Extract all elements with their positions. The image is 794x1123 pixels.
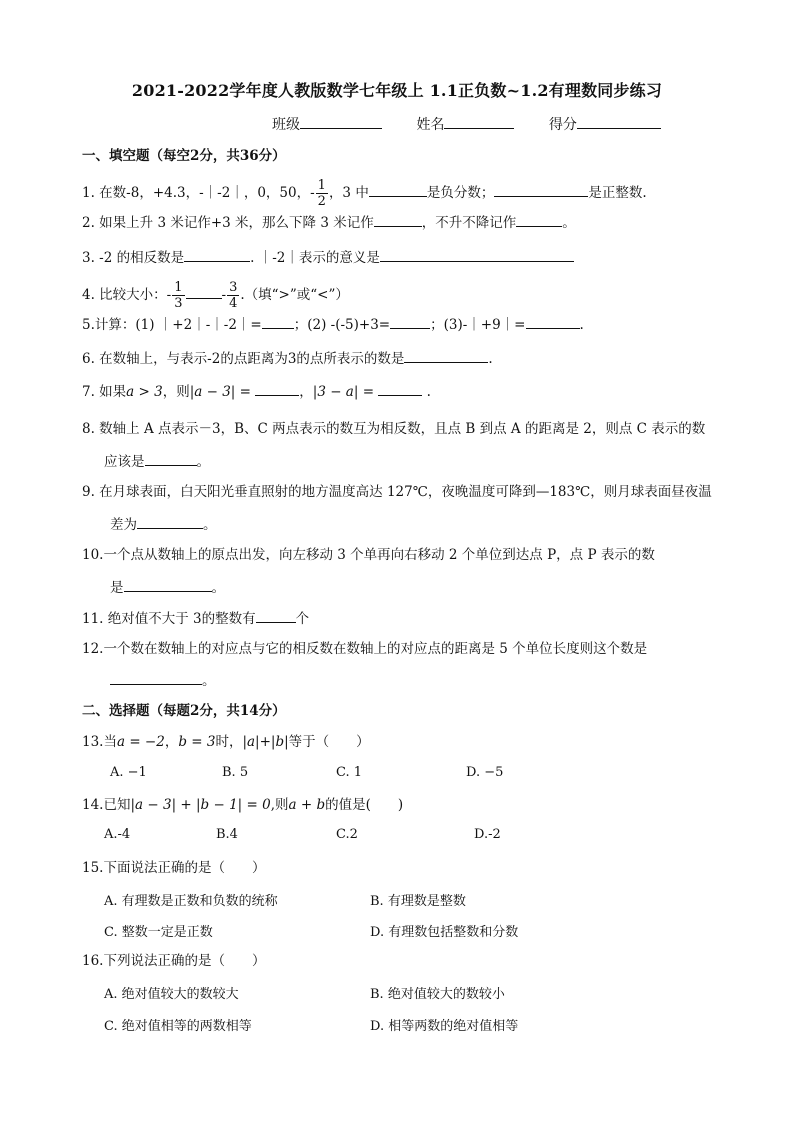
q11-blank[interactable] [256,608,296,623]
score-field [549,114,661,134]
section-choice-heading: 二、选择题（每题2分，共14分） [82,703,286,719]
q13-text-3: 等于（ ） [288,734,370,750]
section-fill-in-heading: 一、填空题（每空2分，共36分） [82,148,286,164]
q13-option-b[interactable]: B. 5 [222,765,249,780]
question-14 [82,796,403,814]
q14-text-2: ,则 [270,797,289,813]
q13-expression: |a|+|b| [242,734,289,750]
question-3 [82,247,574,267]
question-8-line-1: 8. 数轴上 A 点表示－3，B、C 两点表示的数互为相反数，且点 B 到点 A 的距离是 2，则点 C 表示的数 [82,421,706,437]
q13-text: 13.当 [82,734,117,750]
question-12-line-1: 12.一个数在数轴上的对应点与它的相反数在数轴上的对应点的距离是 5 个单位长度则这个数是 [82,641,648,657]
q4-frac2-den: 4 [229,296,238,311]
q7-condition: a > 3 [126,384,163,400]
q2-text-3: 。 [562,215,576,231]
q12-blank[interactable] [110,670,202,685]
q14-text: 14.已知 [82,797,131,813]
fraction-one-third [172,280,184,311]
score-label: 得分 [548,117,577,133]
q2-blank-1[interactable] [374,212,422,227]
q8-text-2: 。 [196,454,210,470]
q2-text: 2. 如果上升 3 米记作+3 米，那么下降 3 米记作 [82,215,374,231]
q6-text-2: . [488,351,493,367]
q13-b-value: b = 3 [178,734,216,750]
q16-option-a[interactable]: A. 绝对值较大的数较大 [104,987,239,1002]
q4-text-2: .（填“>”或“<”） [240,287,349,303]
q14-sum: a + b [288,797,326,813]
q1-text-2: ，3 中 [328,185,369,201]
q7-abs-expr-2: |3 − a| [312,384,359,400]
q9-text: 差为 [110,517,137,533]
q4-frac1-den: 3 [174,296,183,311]
q3-text-2: . ｜-2｜表示的意义是 [250,250,380,266]
q16-option-c[interactable]: C. 绝对值相等的两数相等 [104,1019,252,1034]
q7-blank-2[interactable] [378,381,422,396]
q4-frac1-num: 1 [174,280,183,295]
question-6 [82,348,493,368]
q1-text: 1. 在数-8，+4.3，-｜-2｜，0，50，- [82,185,315,201]
q10-text-2: 。 [211,580,225,596]
q16-option-b[interactable]: B. 绝对值较大的数较小 [370,987,505,1002]
question-9-line-2 [110,514,217,534]
question-8-line-2 [104,451,210,471]
q7-text-2: ，则 [162,384,190,400]
q10-text: 是 [110,580,124,596]
name-blank[interactable] [444,114,514,129]
q11-text: 11. 绝对值不大于 3的整数有 [82,611,256,627]
q13-a-value: a = −2 [116,734,165,750]
name-field [416,114,514,134]
q4-blank[interactable] [186,284,222,299]
q4-frac2-num: 3 [229,280,238,295]
q5-text: 5.计算：(1) ｜+2｜-｜-2｜= [82,317,262,333]
fraction-half [316,178,328,209]
question-4 [82,280,349,311]
q14-option-d[interactable]: D.-2 [474,827,501,842]
question-13 [82,733,370,751]
q7-abs-expr-1: |a − 3| [189,384,236,400]
class-field [272,114,382,134]
question-15: 15.下面说法正确的是（ ） [82,860,266,876]
q5-blank-3[interactable] [526,314,580,329]
question-2 [82,212,576,232]
q7-text-3: . [422,384,431,400]
q14-text-3: 的值是( ) [325,797,404,813]
q6-blank[interactable] [404,348,488,363]
q3-text: 3. -2 的相反数是 [82,250,185,266]
q15-option-a[interactable]: A. 有理数是正数和负数的统称 [104,894,278,909]
question-7 [82,381,431,401]
q11-text-2: 个 [295,611,310,627]
q15-option-c[interactable]: C. 整数一定是正数 [104,925,213,940]
q7-blank-1[interactable] [255,381,299,396]
q5-blank-2[interactable] [390,314,430,329]
q4-text: 4. 比较大小：- [82,287,172,303]
q13-option-d[interactable]: D. −5 [466,765,504,780]
class-label: 班级 [272,117,300,133]
q13-text-2: 时， [215,734,243,750]
q13-option-c[interactable]: C. 1 [336,765,363,780]
q16-option-d[interactable]: D. 相等两数的绝对值相等 [370,1019,519,1034]
q15-option-b[interactable]: B. 有理数是整数 [370,894,466,909]
fraction-three-quarters [227,280,239,311]
question-11 [82,608,309,628]
student-info-row [272,114,691,134]
question-1 [82,178,647,209]
q1-blank-2[interactable] [494,182,588,197]
q5-text-2: ；(2) -(-5)+3= [293,317,391,333]
q14-option-c[interactable]: C.2 [336,827,358,842]
q7-text: 7. 如果 [82,384,127,400]
page-title: 2021-2022学年度人教版数学七年级上 1.1正负数~1.2有理数同步练习 [131,81,663,100]
q1-text-3: 是负分数； [426,185,495,201]
q8-blank[interactable] [145,451,197,466]
score-blank[interactable] [577,114,661,129]
q9-text-2: 。 [203,517,217,533]
q7-equals-2: = [358,384,379,400]
q5-text-4: . [579,317,584,333]
name-label: 姓名 [416,117,445,133]
q14-expression: |a − 3| + |b − 1| = 0 [130,797,271,813]
q4-minus: - [221,287,227,303]
question-12-line-2 [110,670,216,690]
q6-text: 6. 在数轴上，与表示-2的点距离为3的点所表示的数是 [82,351,405,367]
q10-blank[interactable] [124,577,212,592]
question-16: 16.下列说法正确的是（ ） [82,953,266,969]
q2-text-2: ，不升不降记作 [421,215,517,231]
q2-blank-2[interactable] [516,212,562,227]
q3-blank-2[interactable] [380,247,574,262]
class-blank[interactable] [300,114,382,129]
q1-frac-den: 2 [317,194,326,209]
q1-text-4: 是正整数. [588,185,647,201]
q1-blank-1[interactable] [369,182,427,197]
q13-sep: ， [164,734,179,750]
question-10-line-1: 10.一个点从数轴上的原点出发，向左移动 3 个单再向右移动 2 个单位到达点 P，点 P 表示的数 [82,547,655,563]
q14-option-a[interactable]: A.-4 [104,827,131,842]
question-10-line-2 [110,577,225,597]
question-5 [82,314,584,334]
question-9-line-1: 9. 在月球表面，白天阳光垂直照射的地方温度高达 127℃，夜晚温度可降到—183℃，则月球表面昼夜温 [82,484,712,500]
q7-equals-1: = [235,384,256,400]
q15-option-d[interactable]: D. 有理数包括整数和分数 [370,925,519,940]
q3-blank-1[interactable] [184,247,250,262]
q8-text: 应该是 [104,454,145,470]
q9-blank[interactable] [137,514,203,529]
q5-text-3: ；(3)-｜+9｜= [430,317,526,333]
q14-option-b[interactable]: B.4 [216,827,238,842]
q13-option-a[interactable]: A. −1 [110,765,147,780]
q12-text: 。 [202,673,216,689]
q1-frac-num: 1 [317,178,326,193]
q5-blank-1[interactable] [262,314,294,329]
q7-sep: ， [299,384,313,400]
